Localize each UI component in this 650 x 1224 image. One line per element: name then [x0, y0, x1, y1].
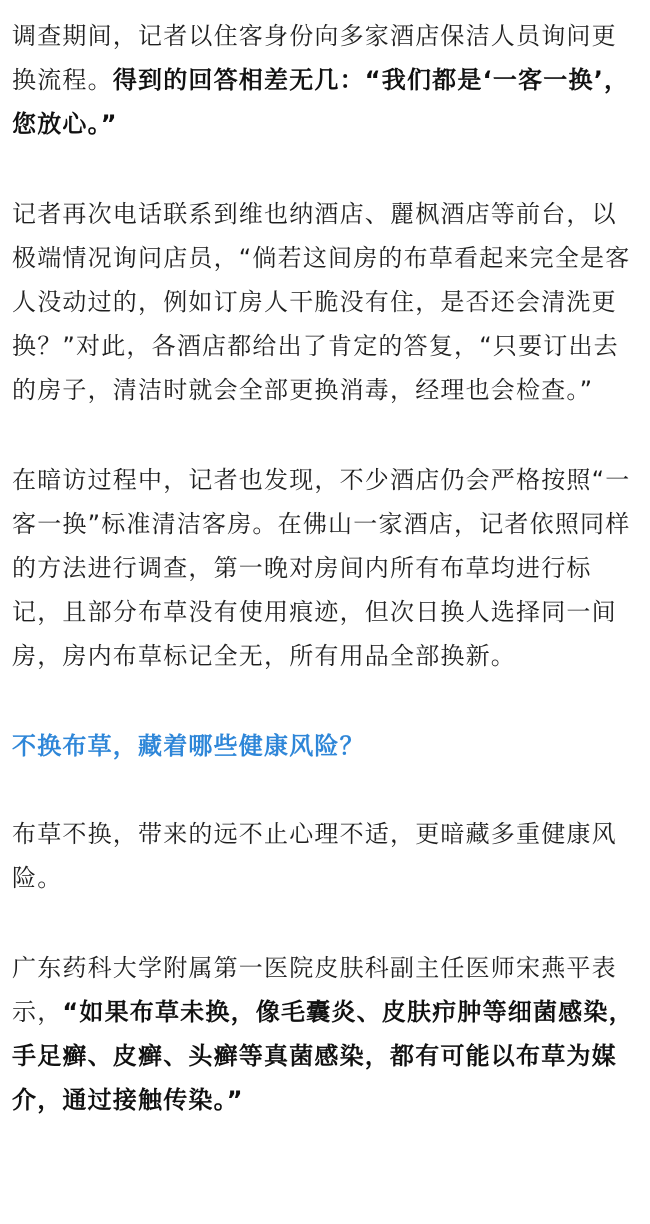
paragraph-5-bold-quote: “如果布草未换，像毛囊炎、皮肤疖肿等细菌感染，手足癣、皮癣、头癣等真菌感染，都有可能以布草为媒介，通过接触传染。” — [12, 998, 634, 1114]
paragraph-2-text: 记者再次电话联系到维也纳酒店、麗枫酒店等前台，以极端情况询问店员，“倘若这间房的布草看起来完全是客人没动过的，例如订房人干脆没有住，是否还会清洗更换？”对此，各酒店都给出了肯定的答复，“只要订出去的房子，清洁时就会全部更换消毒，经理也会检查。” — [12, 200, 631, 404]
paragraph-4 — [12, 812, 638, 900]
paragraph-3 — [12, 458, 638, 678]
paragraph-3-text: 在暗访过程中，记者也发现，不少酒店仍会严格按照“一客一换”标准清洁客房。在佛山一家酒店，记者依照同样的方法进行调查，第一晚对房间内所有布草均进行标记，且部分布草没有使用痕迹，但次日换人选择同一间房，房内布草标记全无，所有用品全部换新。 — [12, 466, 631, 670]
paragraph-1 — [12, 14, 638, 146]
paragraph-1-bold-quote: 得到的回答相差无几：“我们都是‘一客一换’，您放心。” — [12, 66, 630, 138]
paragraph-5-text: 广东药科大学附属第一医院皮肤科副主任医师宋燕平表示， — [12, 954, 617, 1026]
paragraph-5 — [12, 946, 638, 1122]
section-heading: 不换布草，藏着哪些健康风险？ — [12, 732, 365, 760]
paragraph-1-text: 调查期间，记者以住客身份向多家酒店保洁人员询问更换流程。 — [12, 22, 617, 94]
paragraph-2 — [12, 192, 638, 412]
paragraph-4-text: 布草不换，带来的远不止心理不适，更暗藏多重健康风险。 — [12, 820, 617, 892]
